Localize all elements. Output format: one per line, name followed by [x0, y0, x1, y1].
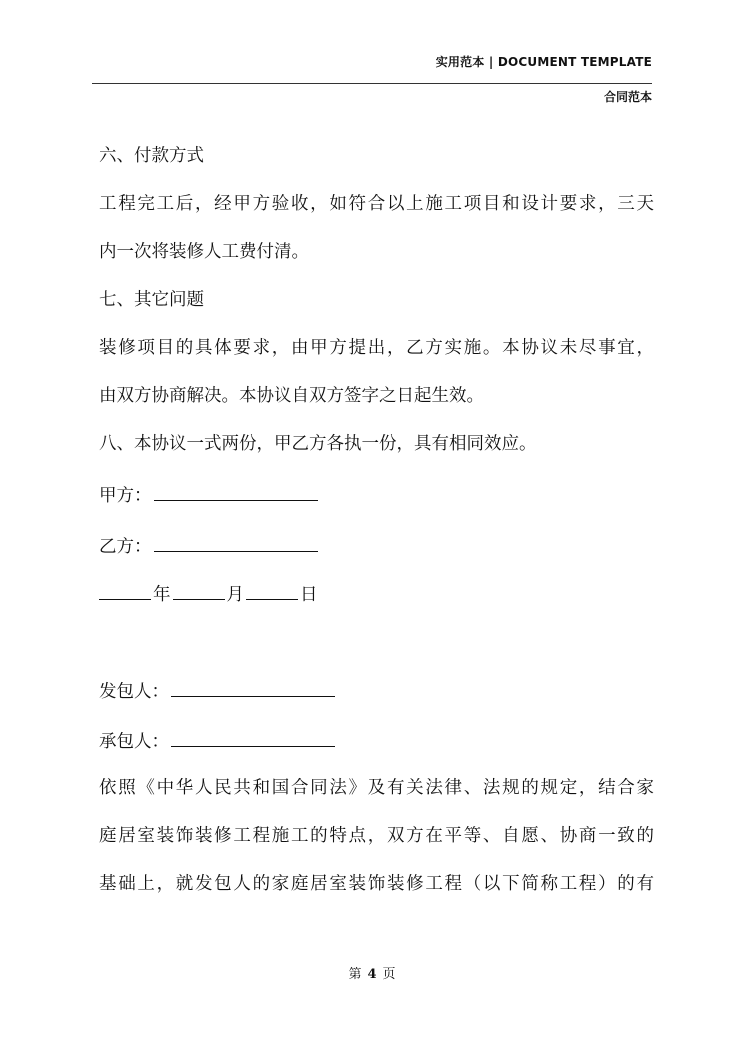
day-label: 日 [300, 585, 318, 605]
page-prefix: 第 [348, 967, 362, 982]
intro-paragraph-line-1: 依照《中华人民共和国合同法》及有关法律、法规的规定，结合家 [99, 778, 654, 798]
page-footer [0, 963, 744, 982]
month-label: 月 [226, 585, 244, 605]
section-7-paragraph-line-2: 由双方协商解决。本协议自双方签字之日起生效。 [99, 386, 484, 406]
party-b-label: 乙方： [99, 537, 152, 557]
page-suffix: 页 [382, 967, 396, 982]
header-divider [92, 83, 652, 84]
section-8-paragraph: 八、本协议一式两份，甲乙方各执一份，具有相同效应。 [99, 434, 537, 454]
employer-label: 发包人： [99, 682, 169, 702]
page-number: 4 [367, 967, 377, 982]
section-7-heading: 七、其它问题 [99, 290, 204, 310]
party-b-signature-line [99, 533, 654, 559]
employer-signature-line [99, 678, 654, 704]
party-b-blank [154, 533, 318, 552]
section-7-paragraph-line-1: 装修项目的具体要求，由甲方提出，乙方实施。本协议未尽事宜， [99, 338, 654, 358]
employer-blank [171, 678, 335, 697]
intro-paragraph-line-3: 基础上，就发包人的家庭居室装饰装修工程（以下简称工程）的有 [99, 874, 654, 894]
month-blank [173, 581, 225, 600]
day-blank [246, 581, 298, 600]
contractor-label: 承包人： [99, 732, 169, 752]
party-a-blank [154, 482, 318, 501]
date-line [99, 581, 654, 607]
contractor-signature-line [99, 728, 654, 754]
party-a-signature-line [99, 482, 654, 508]
year-label: 年 [153, 585, 171, 605]
year-blank [99, 581, 151, 600]
contractor-blank [171, 728, 335, 747]
section-6-paragraph-line-1: 工程完工后，经甲方验收，如符合以上施工项目和设计要求，三天 [99, 194, 654, 214]
section-6-heading: 六、付款方式 [99, 146, 204, 166]
party-a-label: 甲方： [99, 486, 152, 506]
intro-paragraph-line-2: 庭居室装饰装修工程施工的特点，双方在平等、自愿、协商一致的 [99, 826, 654, 846]
section-6-paragraph-line-2: 内一次将装修人工费付清。 [99, 242, 309, 262]
document-header-title: 实用范本 | DOCUMENT TEMPLATE [435, 55, 652, 69]
document-header-subtitle: 合同范本 [603, 90, 652, 104]
